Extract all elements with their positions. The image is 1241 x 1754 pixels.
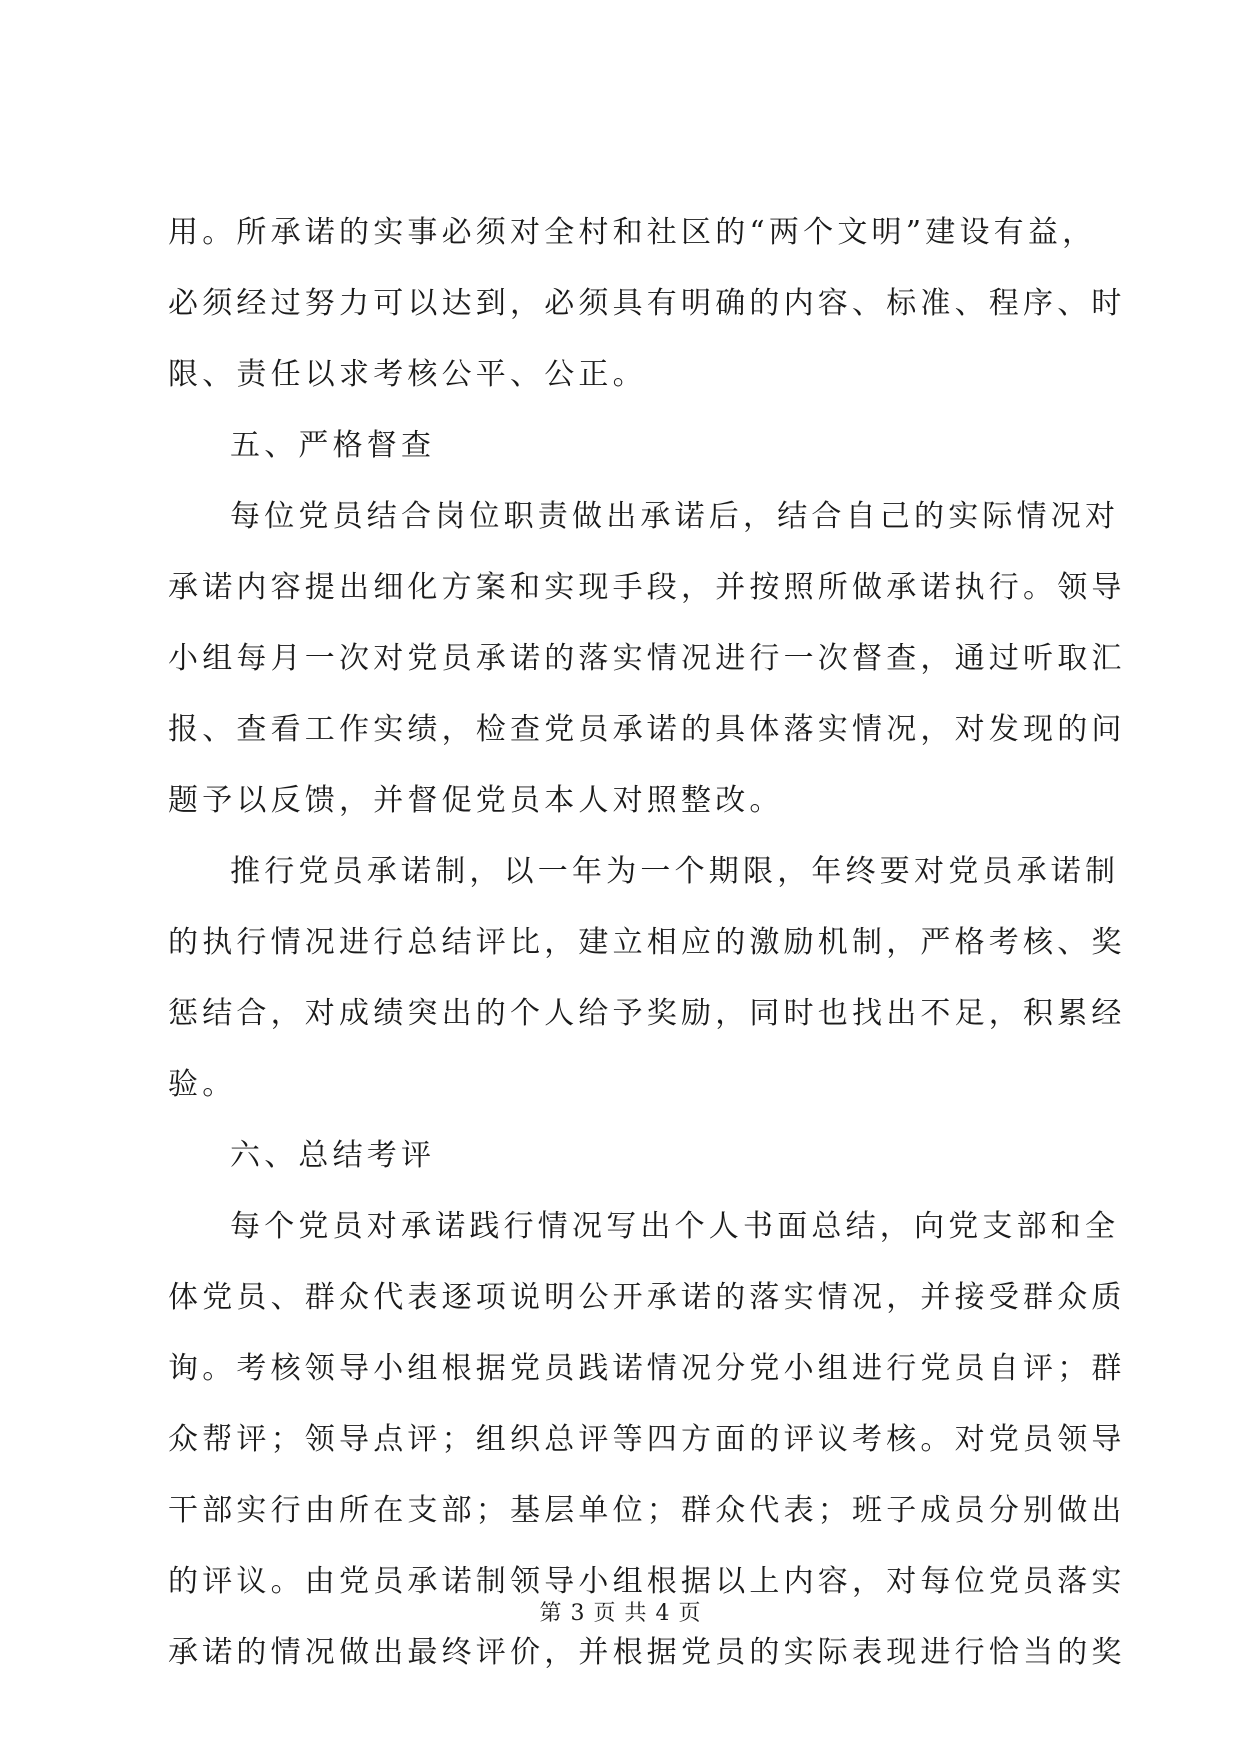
text-line: 验。 <box>168 1067 237 1102</box>
text-line: 承诺的情况做出最终评价，并根据党员的实际表现进行恰当的奖 <box>168 1635 1126 1670</box>
text-line: 必须经过努力可以达到，必须具有明确的内容、标准、程序、时 <box>168 286 1126 321</box>
text-line: 推行党员承诺制，以一年为一个期限，年终要对党员承诺制 <box>230 854 1120 889</box>
text-line: 小组每月一次对党员承诺的落实情况进行一次督查，通过听取汇 <box>168 641 1126 676</box>
page-number-footer: 第 3 页 共 4 页 <box>539 1601 702 1626</box>
text-line: 的执行情况进行总结评比，建立相应的激励机制，严格考核、奖 <box>168 925 1126 960</box>
text-line: 体党员、群众代表逐项说明公开承诺的落实情况，并接受群众质 <box>168 1280 1126 1315</box>
text-line: 惩结合，对成绩突出的个人给予奖励，同时也找出不足，积累经 <box>168 996 1126 1031</box>
body-text <box>168 197 1126 1688</box>
section-heading: 六、总结考评 <box>230 1138 436 1173</box>
text-line: 报、查看工作实绩，检查党员承诺的具体落实情况，对发现的问 <box>168 712 1126 747</box>
text-line: 每个党员对承诺践行情况写出个人书面总结，向党支部和全 <box>230 1209 1120 1244</box>
text-line: 题予以反馈，并督促党员本人对照整改。 <box>168 783 784 818</box>
text-line: 干部实行由所在支部；基层单位；群众代表；班子成员分别做出 <box>168 1493 1126 1528</box>
text-line: 询。考核领导小组根据党员践诺情况分党小组进行党员自评；群 <box>168 1351 1126 1386</box>
text-line: 每位党员结合岗位职责做出承诺后，结合自己的实际情况对 <box>230 499 1120 534</box>
section-heading: 五、严格督查 <box>230 428 436 463</box>
text-line: 用。所承诺的实事必须对全村和社区的“两个文明”建设有益， <box>168 215 1097 250</box>
text-line: 众帮评；领导点评；组织总评等四方面的评议考核。对党员领导 <box>168 1422 1126 1457</box>
text-line: 限、责任以求考核公平、公正。 <box>168 357 647 392</box>
text-line: 的评议。由党员承诺制领导小组根据以上内容，对每位党员落实 <box>168 1564 1126 1599</box>
text-line: 承诺内容提出细化方案和实现手段，并按照所做承诺执行。领导 <box>168 570 1126 605</box>
